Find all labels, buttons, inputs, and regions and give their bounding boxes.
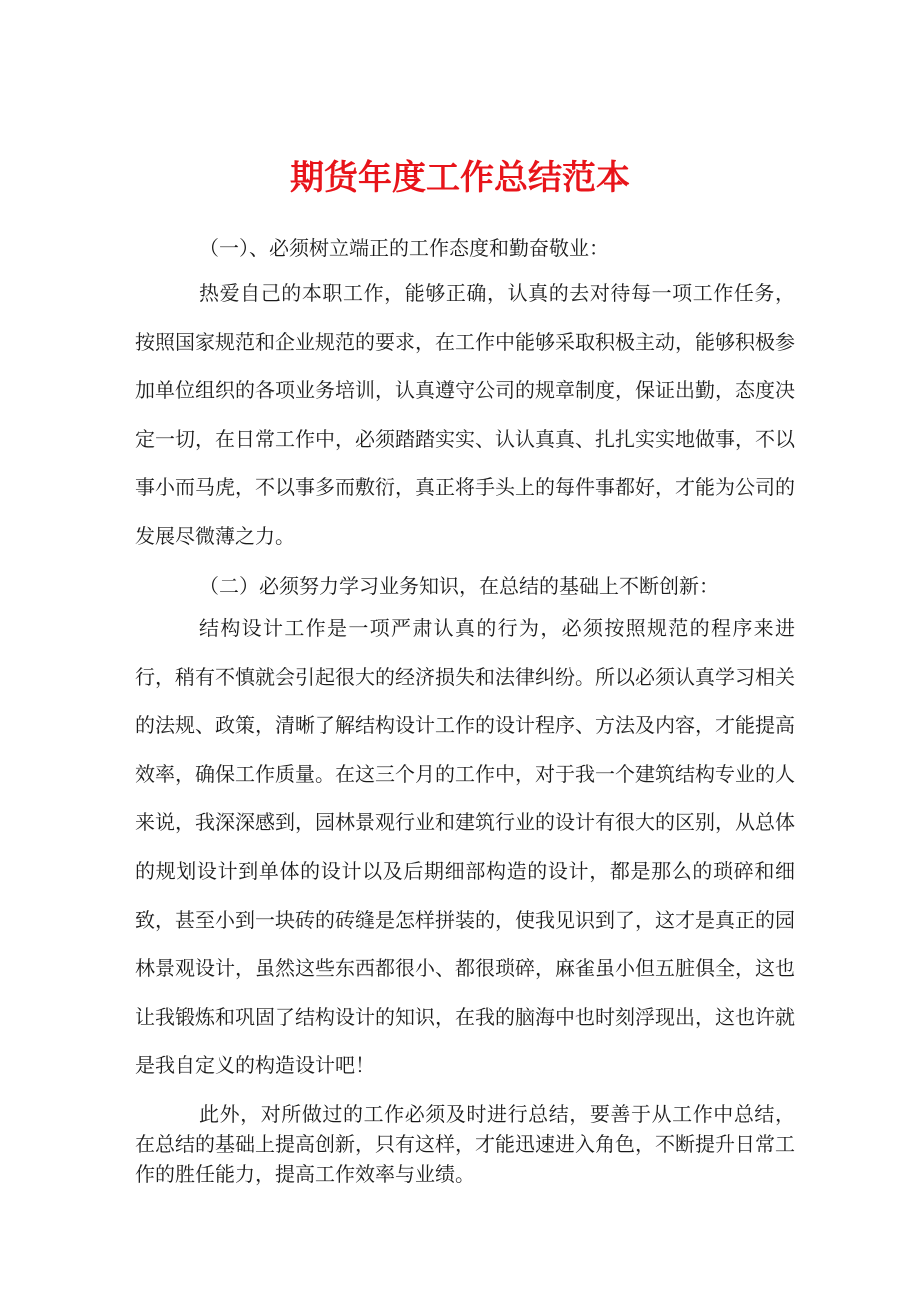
- paragraph-3: 此外，对所做过的工作必须及时进行总结，要善于从工作中总结，在总结的基础上提高创新，只有这样，才能迅速进入角色，不断提升日常工作的胜任能力，提高工作效率与业绩。: [135, 1102, 795, 1186]
- paragraph-2: 结构设计工作是一项严肃认真的行为，必须按照规范的程序来进行，稍有不慎就会引起很大的经济损失和法律纠纷。所以必须认真学习相关的法规、政策，清晰了解结构设计工作的设计程序、方法及内容，才能提高效率，确保工作质量。在这三个月的工作中，对于我一个建筑结构专业的人来说，我深深感到，园林景观行业和建筑行业的设计有很大的区别，从总体的规划设计到单体的设计以及后期细部构造的设计，都是那么的琐碎和细致，甚至小到一块砖的砖缝是怎样拼装的，使我见识到了，这才是真正的园林景观设计，虽然这些东西都很小、都很琐碎，麻雀虽小但五脏俱全，这也让我锻炼和巩固了结构设计的知识，在我的脑海中也时刻浮现出，这也许就是我自定义的构造设计吧！: [135, 616, 795, 1078]
- document-title: 期货年度工作总结范本: [290, 157, 630, 198]
- section-heading-1: （一）、必须树立端正的工作态度和勤奋敬业：: [199, 236, 609, 260]
- paragraph-1: 热爱自己的本职工作，能够正确，认真的去对待每一项工作任务，按照国家规范和企业规范的要求，在工作中能够采取积极主动，能够积极参加单位组织的各项业务培训，认真遵守公司的规章制度，保证出勤，态度决定一切，在日常工作中，必须踏踏实实、认认真真、扎扎实实地做事，不以事小而马虎，不以事多而敷衍，真正将手头上的每件事都好，才能为公司的发展尽微薄之力。: [135, 281, 795, 548]
- section-heading-2: （二）必须努力学习业务知识，在总结的基础上不断创新：: [199, 574, 719, 598]
